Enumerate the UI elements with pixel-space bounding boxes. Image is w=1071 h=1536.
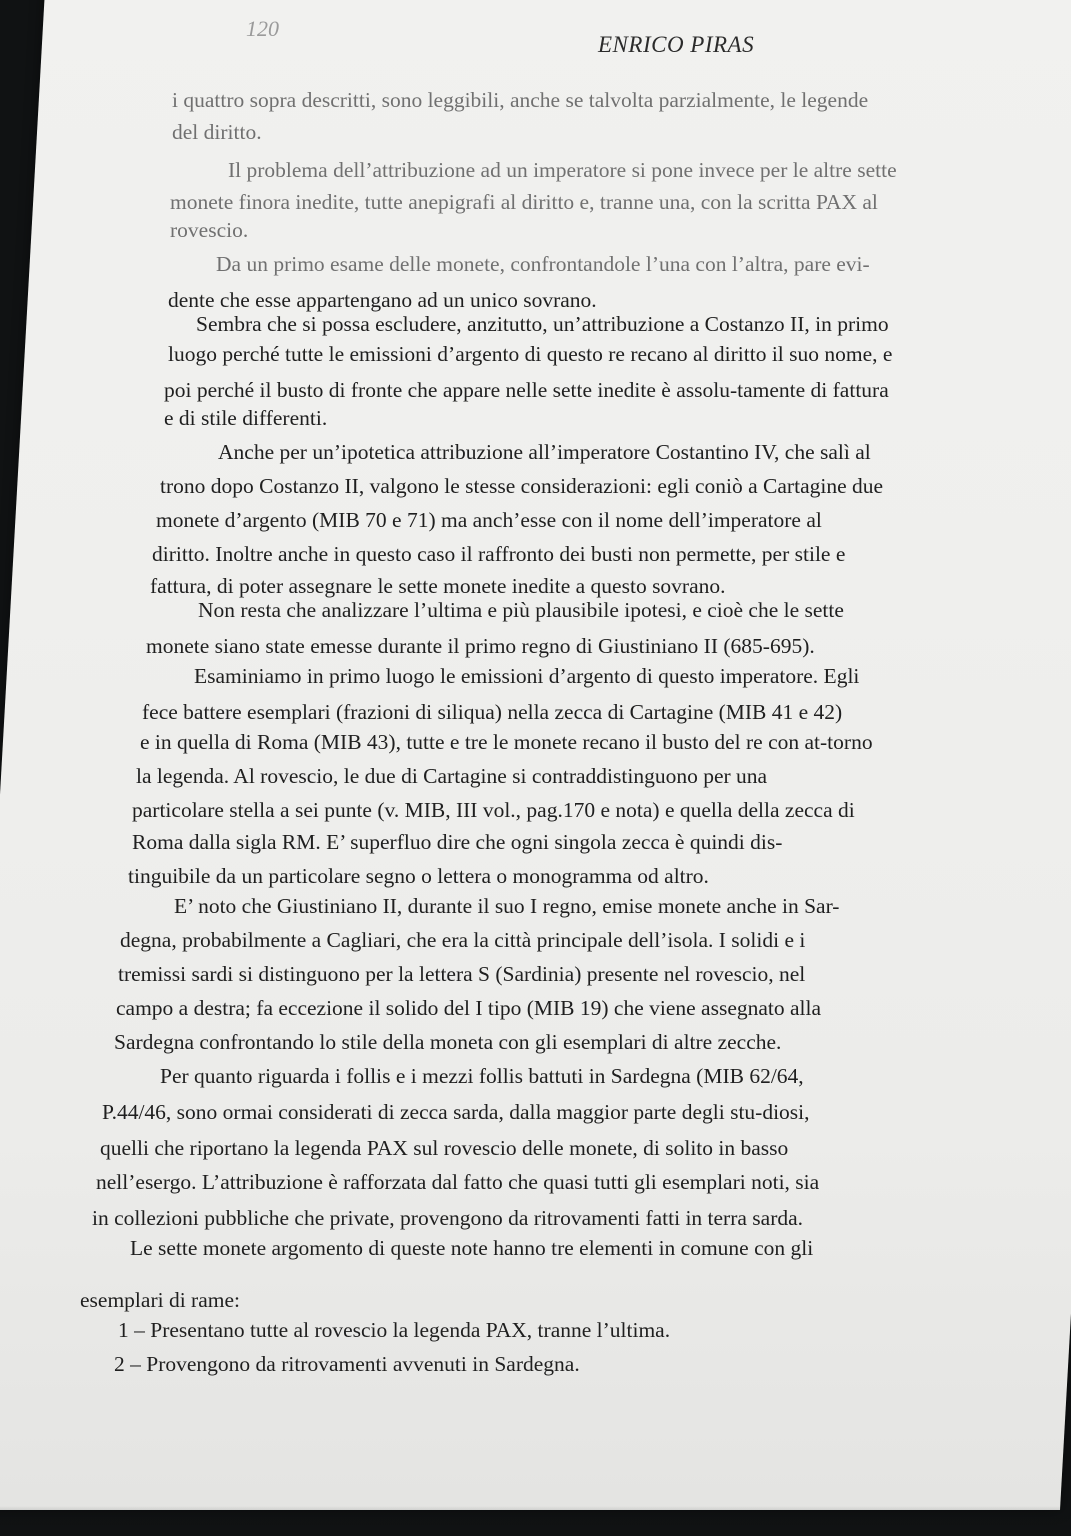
text-line: Non resta che analizzare l’ultima e più plausibile ipotesi, e cioè che le sette bbox=[198, 598, 844, 622]
text-line: la legenda. Al rovescio, le due di Cartagine si contraddistinguono per una bbox=[136, 764, 768, 788]
text-line: rovescio. bbox=[170, 218, 249, 242]
text-line: tinguibile da un particolare segno o lettera o monogramma od altro. bbox=[128, 864, 709, 888]
list-item: 2 – Provengono da ritrovamenti avvenuti in Sardegna. bbox=[114, 1352, 580, 1376]
text-line: monete finora inedite, tutte anepigrafi al diritto e, tranne una, con la scritta PAX al bbox=[170, 190, 878, 214]
text-line: P.44/46, sono ormai considerati di zecca sarda, dalla maggior parte degli stu-diosi, bbox=[102, 1100, 810, 1124]
list-item: 1 – Presentano tutte al rovescio la legenda PAX, tranne l’ultima. bbox=[118, 1318, 671, 1342]
text-line: Il problema dell’attribuzione ad un imperatore si pone invece per le altre sette bbox=[228, 158, 897, 182]
text-line: Sardegna confrontando lo stile della moneta con gli esemplari di altre zecche. bbox=[114, 1030, 782, 1054]
text-line: dente che esse appartengano ad un unico sovrano. bbox=[168, 288, 597, 312]
text-line: i quattro sopra descritti, sono leggibili, anche se talvolta parzialmente, le legende bbox=[172, 88, 869, 112]
text-line: fattura, di poter assegnare le sette monete inedite a questo sovrano. bbox=[150, 574, 726, 598]
text-line: campo a destra; fa eccezione il solido del I tipo (MIB 19) che viene assegnato alla bbox=[116, 996, 822, 1020]
bottom-shadow bbox=[0, 1506, 1071, 1536]
text-line: monete d’argento (MIB 70 e 71) ma anch’esse con il nome dell’imperatore al bbox=[156, 508, 822, 532]
page-content bbox=[40, 0, 1071, 1536]
text-line: Sembra che si possa escludere, anzitutto, un’attribuzione a Costanzo II, in primo bbox=[196, 312, 889, 336]
running-head: ENRICO PIRAS bbox=[598, 32, 755, 57]
text-line: particolare stella a sei punte (v. MIB, III vol., pag.170 e nota) e quella della zecca di bbox=[132, 798, 855, 822]
text-line: Da un primo esame delle monete, confrontandole l’una con l’altra, pare evi- bbox=[216, 252, 870, 276]
text-line: trono dopo Costanzo II, valgono le stesse considerazioni: egli coniò a Cartagine due bbox=[160, 474, 884, 498]
text-line: del diritto. bbox=[172, 120, 262, 144]
text-line: E’ noto che Giustiniano II, durante il suo I regno, emise monete anche in Sar- bbox=[174, 894, 840, 918]
text-line: Le sette monete argomento di queste note hanno tre elementi in comune con gli bbox=[130, 1236, 814, 1260]
page-number: 120 bbox=[246, 16, 279, 41]
text-line: Roma dalla sigla RM. E’ superfluo dire che ogni singola zecca è quindi dis- bbox=[132, 830, 783, 854]
text-line: esemplari di rame: bbox=[80, 1288, 240, 1312]
text-line: degna, probabilmente a Cagliari, che era la città principale dell’isola. I solidi e i bbox=[120, 928, 806, 952]
text-line: poi perché il busto di fronte che appare nelle sette inedite è assolu-tamente di fattura bbox=[164, 378, 889, 402]
text-line: in collezioni pubbliche che private, provengono da ritrovamenti fatti in terra sarda. bbox=[92, 1206, 804, 1230]
text-line: e di stile differenti. bbox=[164, 406, 328, 430]
text-line: Anche per un’ipotetica attribuzione all’imperatore Costantino IV, che salì al bbox=[218, 440, 871, 464]
text-line: nell’esergo. L’attribuzione è rafforzata dal fatto che quasi tutti gli esemplari noti, sia bbox=[96, 1170, 820, 1194]
text-line: quelli che riportano la legenda PAX sul rovescio delle monete, di solito in basso bbox=[100, 1136, 789, 1160]
text-line: Per quanto riguarda i follis e i mezzi follis battuti in Sardegna (MIB 62/64, bbox=[160, 1064, 804, 1088]
text-line: e in quella di Roma (MIB 43), tutte e tre le monete recano il busto del re con at-torno bbox=[140, 730, 873, 754]
text-line: luogo perché tutte le emissioni d’argento di questo re recano al diritto il suo nome, e bbox=[168, 342, 893, 366]
text-line: fece battere esemplari (frazioni di siliqua) nella zecca di Cartagine (MIB 41 e 42) bbox=[142, 700, 843, 724]
text-line: monete siano state emesse durante il primo regno di Giustiniano II (685-695). bbox=[146, 634, 815, 658]
text-line: diritto. Inoltre anche in questo caso il raffronto dei busti non permette, per stile e bbox=[152, 542, 846, 566]
text-line: tremissi sardi si distinguono per la lettera S (Sardinia) presente nel rovescio, nel bbox=[118, 962, 806, 986]
text-line: Esaminiamo in primo luogo le emissioni d’argento di questo imperatore. Egli bbox=[194, 664, 860, 688]
